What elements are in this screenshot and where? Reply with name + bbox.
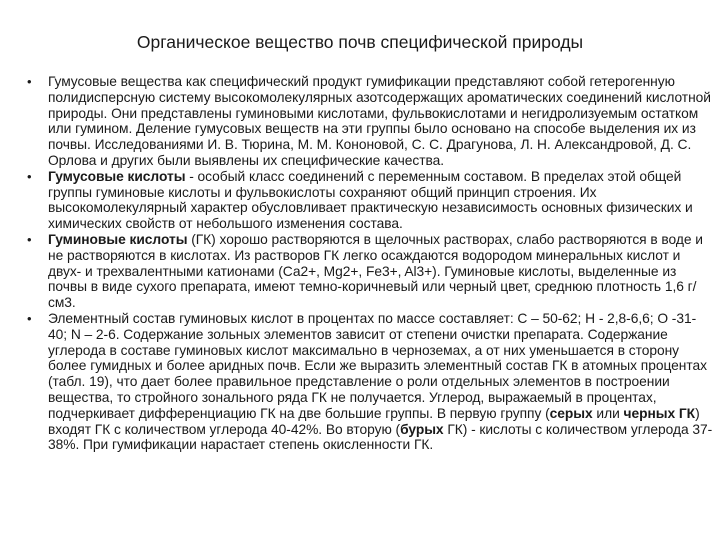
bullet-text: Элементный состав гуминовых кислот в процентах по массе составляет: С – 50-62; Н - 2,8-6,6; О -31-40; N – 2-6. Содержание зольных элементов зависит от степени очистки препарата. Содержание углерода в составе гуминовых кислот максимально в черноземах, а от них уменьшается в сторону более гумидных и более аридных почв. Если же выразить элементный состав ГК в атомных процентах (табл. 19), что дает более правильное представление о роли отдельных элементов в построении вещества, то стройного зонального ряда ГК не получается. Углерод, выражаемый в процентах, подчеркивает дифференциацию ГК на две большие группы. В первую группу ( [48, 310, 707, 421]
bullet-icon: • [27, 231, 32, 247]
bullet-icon: • [27, 74, 32, 89]
bold-term: Гуминовые кислоты [48, 231, 188, 247]
bullet-text: - особый класс соединений с переменным составом. В пределах этой общей группы гуминовые кислоты и фульвокислоты сохраняют общий принцип строения. Их высокомолекулярный характер обусловливает практическую независимость основных физических и химических свойств от небольшого изменения состава. [48, 168, 693, 232]
slide-title: Органическое вещество почв специфической природы [136, 32, 584, 52]
bullet-item-humic-acids [0, 232, 720, 311]
bullet-icon: • [27, 168, 32, 184]
bullet-item-elemental-composition [0, 311, 720, 453]
bullet-icon: • [27, 310, 32, 326]
bullet-text-b: или [592, 405, 624, 421]
bold-term-grey: серых [549, 405, 593, 421]
bullet-text-d: ГК) - кислоты с количеством углерода 37-38%. При гумификации нарастает степень окисленности ГК. [48, 421, 713, 453]
bullet-text: Гумусовые вещества как специфический продукт гумификации представляют собой гетерогенную полидисперсную систему высокомолекулярных азотсодержащих ароматических соединений кислотной природы. Они представлены гуминовыми кислотами, фульвокислотами и негидролизуемым остатком или гумином. Деление гумусовых веществ на эти группы было основано на способе выделения их из почвы. Исследованиями И. В. Тюрина, М. М. Кононовой, С. С. Драгунова, Л. Н. Александровой, Д. С. Орлова и других были выявлены их специфические качества. [48, 74, 711, 168]
bullet-text-c: ) входят ГК с количеством углерода 40-42%. Во вторую ( [48, 405, 700, 437]
bold-term-brown: бурых [400, 421, 444, 437]
bullet-list [0, 74, 720, 453]
bold-term: Гумусовые кислоты [48, 168, 186, 184]
bullet-text: (ГК) хорошо растворяются в щелочных растворах, слабо растворяются в воде и не растворяются в кислотах. Из растворов ГК легко осаждаются водородом минеральных кислот и двух- и трехвалентными катионами (Са2+, Mg2+, Fe3+, Al3+). Гуминовые кислоты, выделенные из почвы в виде сухого препарата, имеют темно-коричневый или черный цвет, среднюю плотность 1,6 г/см3. [48, 231, 703, 311]
bold-term-black: черных ГК [623, 405, 696, 421]
bullet-item-humic-substances [0, 74, 720, 169]
bullet-item-humus-acids [0, 169, 720, 232]
